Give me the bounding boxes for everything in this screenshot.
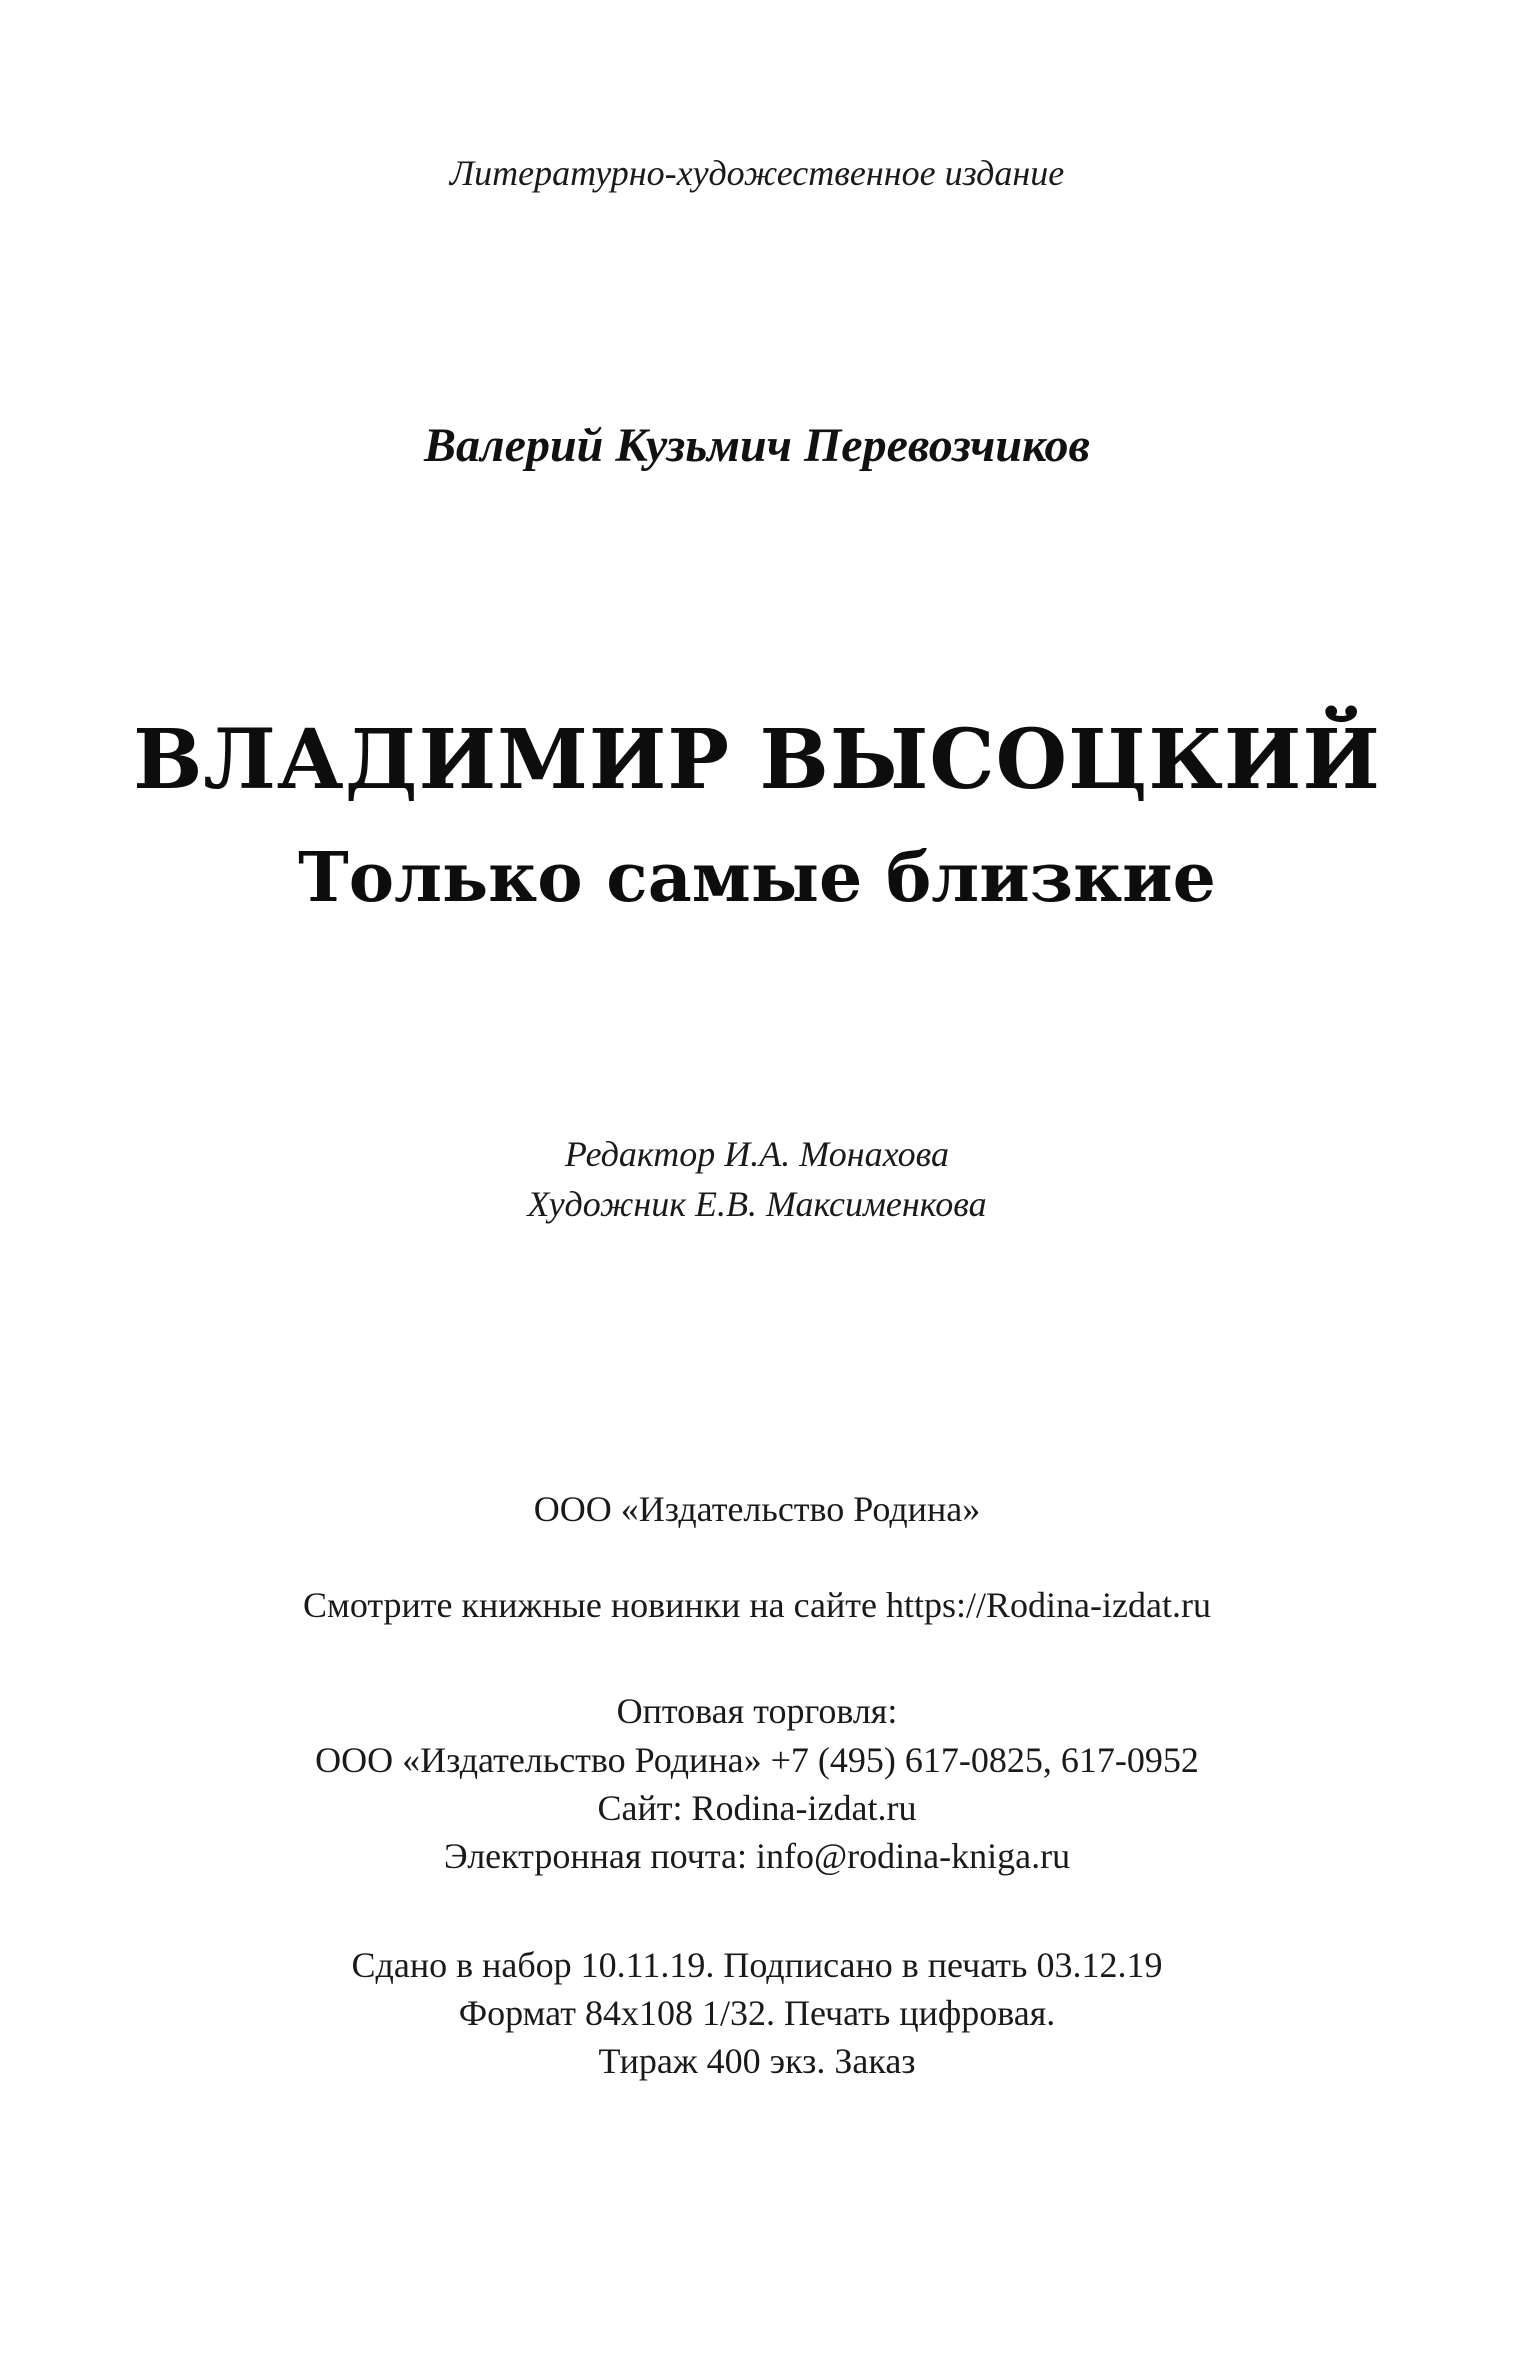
wholesale-phone: ООО «Издательство Родина» +7 (495) 617-0825, 617-0952 <box>315 1740 1199 1780</box>
wholesale-heading: Оптовая торговля: <box>616 1691 898 1731</box>
book-subtitle: Только самые близкие <box>298 838 1216 918</box>
author-name: Валерий Кузьмич Перевозчиков <box>424 419 1090 472</box>
publisher-site-note: Смотрите книжные новинки на сайте https://Rodina-izdat.ru <box>303 1585 1211 1625</box>
wholesale-site: Сайт: Rodina-izdat.ru <box>597 1788 917 1828</box>
print-run: Тираж 400 экз. Заказ <box>598 2041 916 2081</box>
print-dates: Сдано в набор 10.11.19. Подписано в печать 03.12.19 <box>351 1945 1163 1985</box>
print-format: Формат 84x108 1/32. Печать цифровая. <box>458 1993 1056 2033</box>
book-title: ВЛАДИМИР ВЫСОЦКИЙ <box>133 712 1381 808</box>
editor-credit: Редактор И.А. Монахова <box>564 1134 950 1174</box>
wholesale-email: Электронная почта: info@rodina-kniga.ru <box>443 1836 1071 1876</box>
genre-line: Литературно-художественное издание <box>449 153 1065 193</box>
artist-credit: Художник Е.В. Максименкова <box>527 1184 987 1224</box>
publisher-name: ООО «Издательство Родина» <box>533 1489 981 1529</box>
